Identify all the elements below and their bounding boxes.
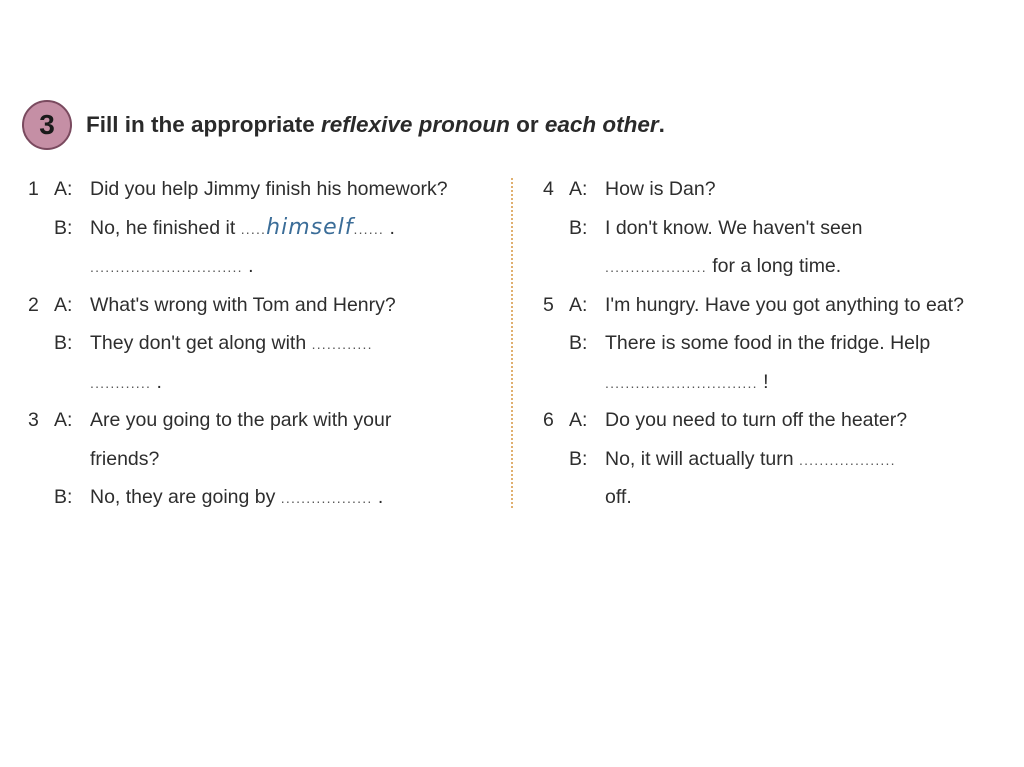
question-number: 3 [28, 409, 39, 431]
q1-line-a [28, 170, 498, 209]
question-number: 6 [543, 409, 554, 431]
q4-line-cont [543, 247, 1013, 286]
instruction-italic-reflexive: reflexive pronoun [321, 112, 510, 137]
punctuation: ! [763, 370, 769, 393]
dialogue-text: What's wrong with Tom and Henry? [90, 293, 396, 316]
left-column [28, 170, 498, 517]
speaker-label: B: [54, 332, 73, 354]
speaker-label: A: [569, 293, 588, 316]
blank-dots: ............ [311, 336, 373, 352]
dialogue-text: No, they are going by [90, 486, 276, 508]
question-number: 4 [543, 178, 554, 200]
dialogue-text: Are you going to the park with your [90, 409, 392, 431]
q5-cont-wrap [605, 363, 769, 402]
dialogue-text: There is some food in the fridge. Help [605, 332, 931, 354]
instruction-text: Fill in the appropriate [86, 112, 322, 137]
q6-line-cont [543, 478, 1013, 517]
q4-line-a [543, 170, 1013, 209]
q1-b-wrap [90, 209, 395, 248]
q3-line-a [28, 401, 498, 440]
q6-line-b [543, 440, 1013, 479]
punctuation: . [389, 216, 395, 239]
handwritten-answer: himself [266, 214, 354, 240]
question-number: 5 [543, 293, 554, 316]
speaker-label: A: [54, 409, 73, 431]
blank-dots: ...... [353, 220, 385, 237]
speaker-label: A: [569, 409, 588, 431]
punctuation: . [156, 370, 162, 393]
instruction-text-or: or [509, 112, 545, 137]
dialogue-text: Did you help Jimmy finish his homework? [90, 178, 448, 200]
column-divider [511, 178, 513, 508]
blank-dots: ..... [240, 220, 267, 237]
dialogue-text: off. [605, 486, 632, 508]
dialogue-text: I don't know. We haven't seen [605, 216, 863, 239]
dialogue-text: Do you need to turn off the heater? [605, 409, 908, 431]
dialogue-text: No, it will actually turn [605, 447, 794, 470]
q3-line-a2 [28, 440, 498, 479]
blank-dots: .............................. [605, 374, 758, 391]
speaker-label: B: [54, 486, 73, 508]
q2-b-wrap [90, 324, 373, 363]
q2-cont-wrap [90, 363, 162, 402]
blank-dots: ................... [799, 451, 896, 468]
speaker-label: B: [54, 216, 73, 239]
dialogue-text: I'm hungry. Have you got anything to eat? [605, 293, 964, 316]
speaker-label: A: [569, 178, 588, 200]
blank-dots: .................. [280, 490, 373, 506]
q3-b-wrap [90, 478, 383, 517]
dialogue-text: They don't get along with [90, 332, 307, 354]
exercise-number-badge: 3 [22, 100, 72, 150]
speaker-label: B: [569, 447, 588, 470]
q2-line-cont [28, 363, 498, 402]
blank-dots: .................... [605, 259, 707, 275]
blank-dots: .............................. [90, 259, 243, 275]
dialogue-text: No, he finished it [90, 216, 236, 239]
q6-line-a [543, 401, 1013, 440]
q1-line-cont [28, 247, 498, 286]
punctuation: . [377, 486, 384, 508]
dialogue-text: for a long time. [712, 255, 842, 277]
speaker-label: B: [569, 332, 588, 354]
speaker-label: B: [569, 216, 588, 239]
instruction-period: . [658, 112, 665, 137]
dialogue-text: friends? [90, 447, 160, 470]
exercise-header [22, 100, 665, 150]
q4-line-b [543, 209, 1013, 248]
q2-line-b [28, 324, 498, 363]
question-number: 1 [28, 178, 39, 200]
question-number: 2 [28, 293, 39, 316]
q6-b-wrap [605, 440, 896, 479]
q5-line-cont [543, 363, 1013, 402]
q2-line-a [28, 286, 498, 325]
q5-line-b [543, 324, 1013, 363]
dialogue-text: How is Dan? [605, 178, 716, 200]
q4-cont-wrap [605, 247, 841, 286]
punctuation: . [248, 255, 254, 277]
q3-line-b [28, 478, 498, 517]
q1-line-b [28, 209, 498, 248]
q5-line-a [543, 286, 1013, 325]
speaker-label: A: [54, 178, 73, 200]
blank-dots: ............ [90, 374, 152, 391]
speaker-label: A: [54, 293, 73, 316]
right-column [543, 170, 1013, 517]
instruction-italic-each-other: each other [544, 112, 659, 137]
exercise-instruction [86, 112, 665, 138]
q1-cont-wrap [90, 247, 254, 286]
